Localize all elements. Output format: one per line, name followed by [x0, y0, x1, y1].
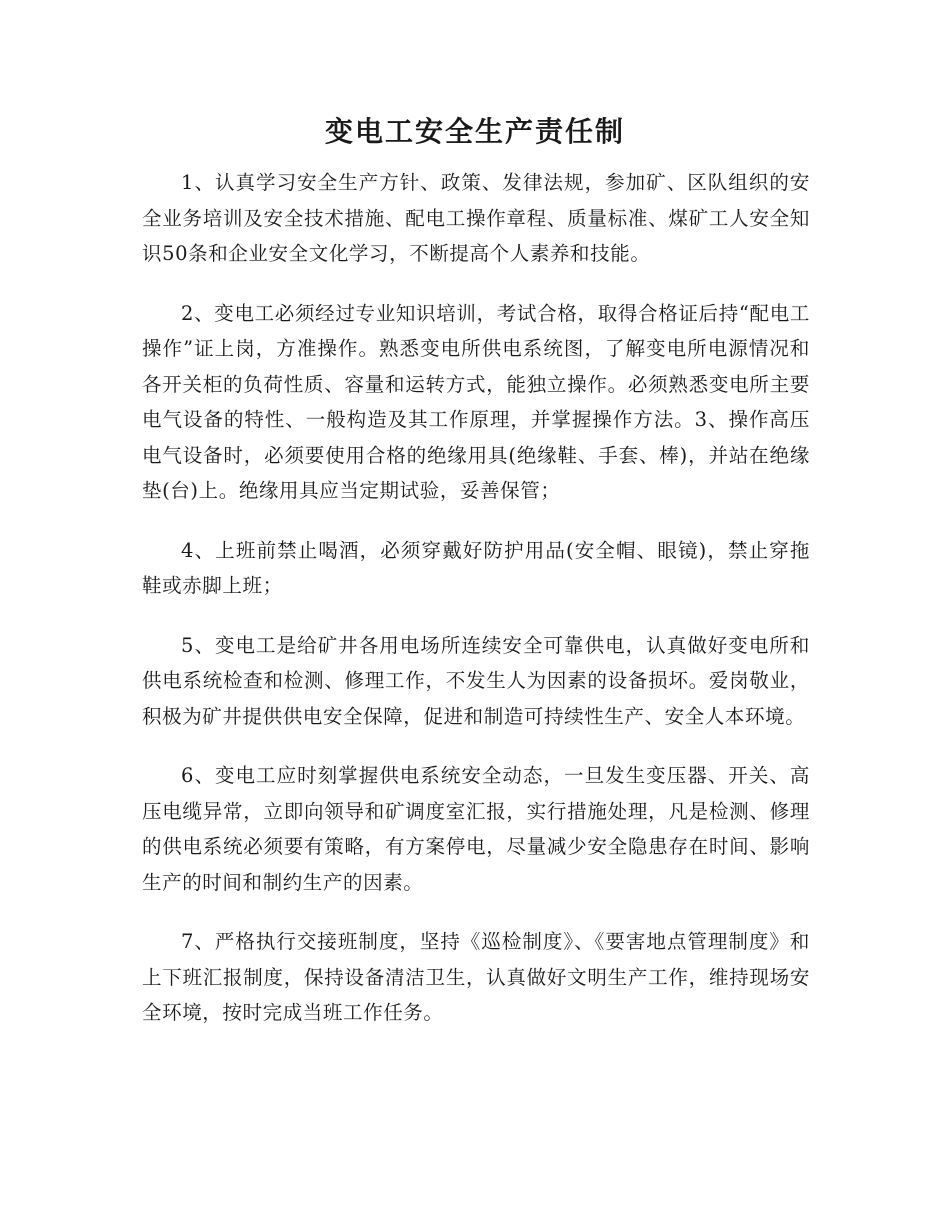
document-body	[142, 165, 810, 1055]
paragraph-5: 5、变电工是给矿井各用电场所连续安全可靠供电，认真做好变电所和供电系统检查和检测、修理工作，不发生人为因素的设备损坏。爱岗敬业，积极为矿井提供供电安全保障，促进和制造可持续性生产、安全人本环境。	[142, 633, 810, 728]
paragraph-4: 4、上班前禁止喝酒，必须穿戴好防护用品(安全帽、眼镜)，禁止穿拖鞋或赤脚上班；	[142, 538, 810, 597]
paragraph-6: 6、变电工应时刻掌握供电系统安全动态，一旦发生变压器、开关、高压电缆异常，立即向领导和矿调度室汇报，实行措施处理，凡是检测、修理的供电系统必须要有策略，有方案停电，尽量减少安全隐患存在时间、影响生产的时间和制约生产的因素。	[142, 764, 810, 894]
paragraph-1: 1、认真学习安全生产方针、政策、发律法规，参加矿、区队组织的安全业务培训及安全技术措施、配电工操作章程、质量标准、煤矿工人安全知识50条和企业安全文化学习，不断提高个人素养和技能。	[142, 171, 810, 265]
paragraph-2: 2、变电工必须经过专业知识培训，考试合格，取得合格证后持“配电工操作”证上岗，方准操作。熟悉变电所供电系统图，了解变电所电源情况和各开关柜的负荷性质、容量和运转方式，能独立操作。必须熟悉变电所主要电气设备的特性、一般构造及其工作原理，并掌握操作方法。3、操作高压电气设备时，必须要使用合格的绝缘用具(绝缘鞋、手套、棒)，并站在绝缘垫(台)上。绝缘用具应当定期试验，妥善保管；	[142, 301, 810, 502]
paragraph-7: 7、严格执行交接班制度，坚持《巡检制度》、《要害地点管理制度》和上下班汇报制度，保持设备清洁卫生，认真做好文明生产工作，维持现场安全环境，按时完成当班工作任务。	[142, 930, 810, 1024]
document-title: 变电工安全生产责任制	[324, 115, 625, 148]
